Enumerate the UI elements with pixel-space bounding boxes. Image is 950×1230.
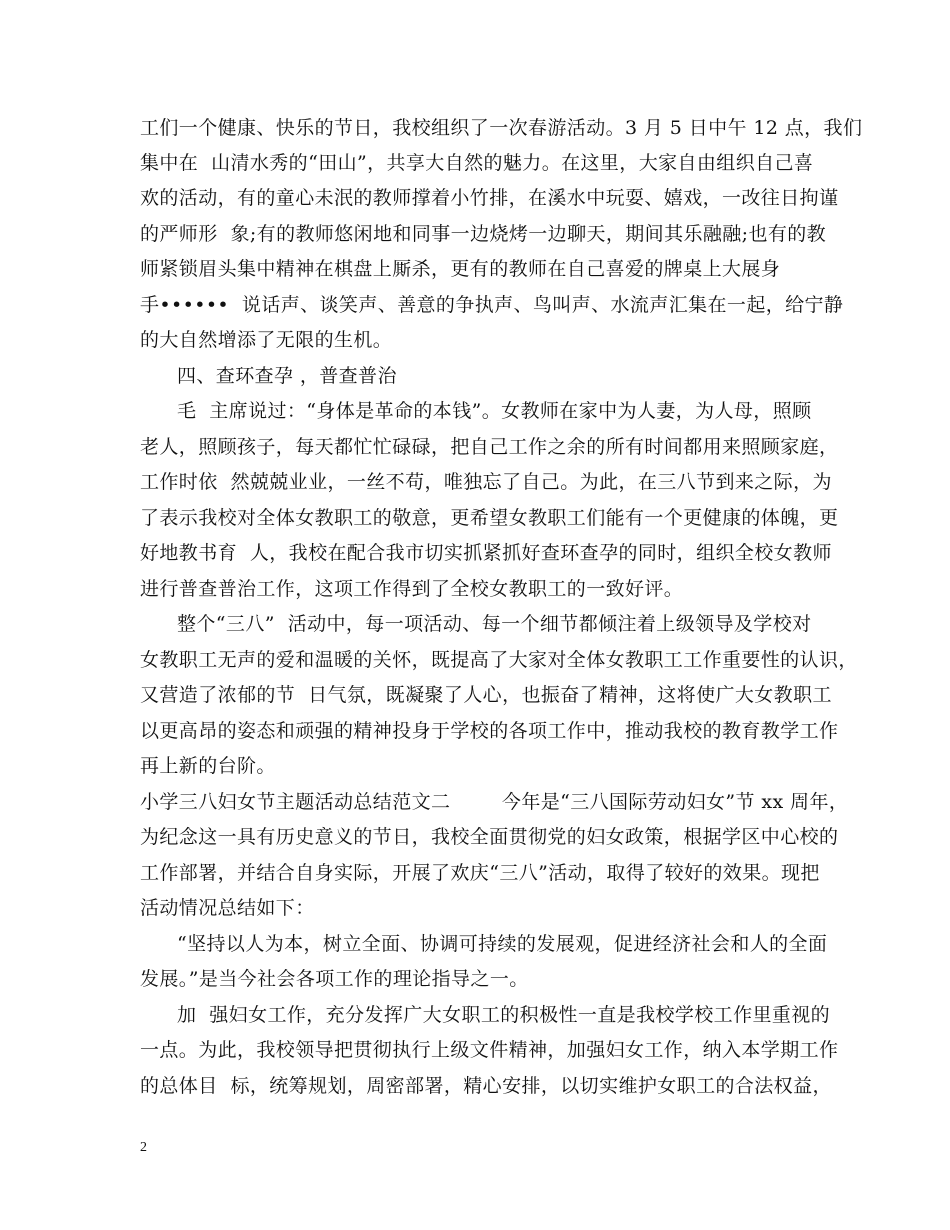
text-line: 手•••••• 说话声、谈笑声、善意的争执声、鸟叫声、水流声汇集在一起，给宁静 bbox=[140, 294, 844, 316]
paragraph-first-line: 毛 主席说过：“身体是革命的本钱”。女教师在家中为人妻，为人母，照顾 bbox=[177, 400, 812, 422]
text-line: 师紧锁眉头集中精神在棋盘上厮杀，更有的教师在自己喜爱的牌桌上大展身 bbox=[140, 258, 781, 280]
text-line: 以更高昂的姿态和顽强的精神投身于学校的各项工作中，推动我校的教育教学工作 bbox=[140, 720, 839, 742]
text-line: 的总体目 标，统筹规划，周密部署，精心安排，以切实维护女职工的合法权益， bbox=[140, 1075, 832, 1097]
text-line: 为纪念这一具有历史意义的节日，我校全面贯彻党的妇女政策，根据学区中心校的 bbox=[140, 826, 839, 848]
text-line: 发展。”是当今社会各项工作的理论指导之一。 bbox=[140, 968, 529, 990]
text-line: 好地教书育 人，我校在配合我市切实抓紧抓好查环查孕的同时，组织全校女教师 bbox=[140, 542, 832, 564]
text-line: 活动情况总结如下： bbox=[140, 897, 315, 919]
text-line: 工作部署，并结合自身实际，开展了欢庆“三八”活动，取得了较好的效果。现把 bbox=[140, 862, 820, 884]
text-line: 工作时依 然兢兢业业，一丝不苟，唯独忘了自己。为此，在三八节到来之际，为 bbox=[140, 471, 832, 493]
text-line: 又营造了浓郁的节 日气氛，既凝聚了人心，也振奋了精神，这将使广大女教职工 bbox=[140, 684, 832, 706]
text-line: 小学三八妇女节主题活动总结范文二 今年是“三八国际劳动妇女”节 xx 周年， bbox=[140, 791, 849, 813]
section-heading: 四、查环查孕 ，普查普治 bbox=[177, 365, 397, 387]
paragraph-first-line: “坚持以人为本，树立全面、协调可持续的发展观，促进经济社会和人的全面 bbox=[177, 933, 828, 955]
page-number: 2 bbox=[140, 1140, 147, 1155]
text-line: 工们一个健康、快乐的节日，我校组织了一次春游活动。3 月 5 日中午 12 点，我们 bbox=[140, 117, 863, 139]
text-line: 欢的活动，有的童心未泯的教师撑着小竹排，在溪水中玩耍、嬉戏，一改往日拘谨 bbox=[140, 187, 839, 209]
text-line: 了表示我校对全体女教职工的敬意，更希望女教职工们能有一个更健康的体魄，更 bbox=[140, 507, 839, 529]
text-line: 老人，照顾孩子，每天都忙忙碌碌，把自己工作之余的所有时间都用来照顾家庭， bbox=[140, 436, 839, 458]
text-line: 的大自然增添了无限的生机。 bbox=[140, 329, 393, 351]
text-line: 的严师形 象;有的教师悠闲地和同事一边烧烤一边聊天，期间其乐融融;也有的教 bbox=[140, 223, 827, 245]
text-line: 女教职工无声的爱和温暖的关怀，既提高了大家对全体女教职工工作重要性的认识， bbox=[140, 649, 858, 671]
text-line: 再上新的台阶。 bbox=[140, 755, 276, 777]
text-line: 集中在 山清水秀的“田山”，共享大自然的魅力。在这里，大家自由组织自己喜 bbox=[140, 152, 814, 174]
text-line: 进行普查普治工作，这项工作得到了全校女教职工的一致好评。 bbox=[140, 578, 684, 600]
paragraph-first-line: 整个“三八” 活动中，每一项活动、每一个细节都倾注着上级领导及学校对 bbox=[177, 613, 812, 635]
text-line: 一点。为此，我校领导把贯彻执行上级文件精神，加强妇女工作，纳入本学期工作 bbox=[140, 1039, 839, 1061]
paragraph-first-line: 加 强妇女工作，充分发挥广大女职工的积极性一直是我校学校工作里重视的 bbox=[177, 1004, 831, 1026]
